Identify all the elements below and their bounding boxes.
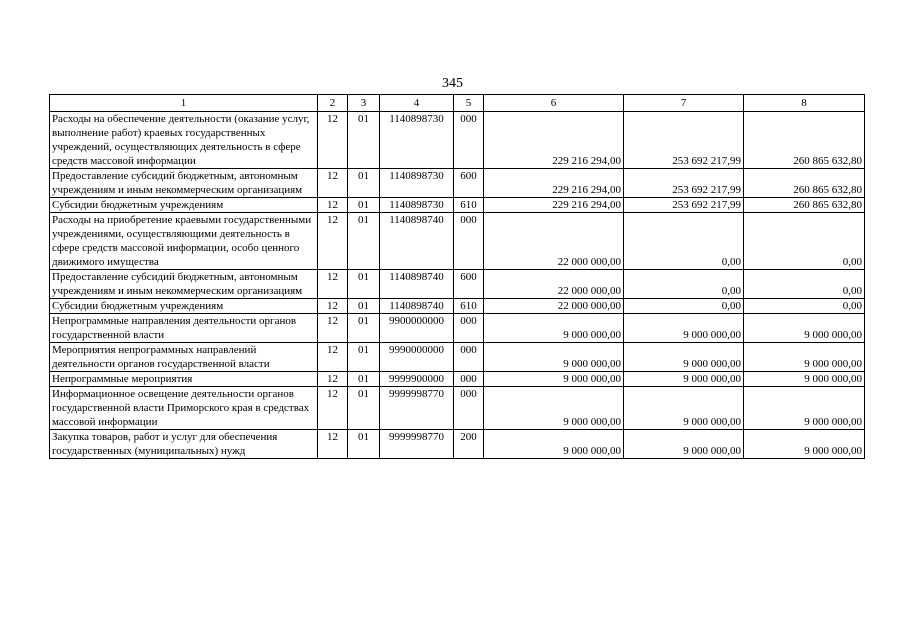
section-code: 12 xyxy=(318,343,348,372)
row-name: Информационное освещение деятельности органов государственной власти Приморского края в средствах массовой информации xyxy=(50,387,318,430)
table-row xyxy=(50,112,865,169)
amount-col-6: 9 000 000,00 xyxy=(484,387,624,430)
subsection-code: 01 xyxy=(348,213,380,270)
amount-col-6: 22 000 000,00 xyxy=(484,213,624,270)
amount-col-8: 9 000 000,00 xyxy=(744,387,865,430)
column-header: 3 xyxy=(348,95,380,112)
target-article-code: 9999998770 xyxy=(380,387,454,430)
amount-col-8: 9 000 000,00 xyxy=(744,430,865,459)
amount-col-7: 9 000 000,00 xyxy=(624,372,744,387)
column-header: 7 xyxy=(624,95,744,112)
subsection-code: 01 xyxy=(348,270,380,299)
amount-col-7: 0,00 xyxy=(624,299,744,314)
subsection-code: 01 xyxy=(348,299,380,314)
amount-col-8: 260 865 632,80 xyxy=(744,112,865,169)
target-article-code: 9999900000 xyxy=(380,372,454,387)
amount-col-8: 0,00 xyxy=(744,299,865,314)
amount-col-7: 9 000 000,00 xyxy=(624,387,744,430)
column-header: 6 xyxy=(484,95,624,112)
table-row xyxy=(50,270,865,299)
amount-col-6: 9 000 000,00 xyxy=(484,430,624,459)
expense-type-code: 000 xyxy=(454,343,484,372)
row-name: Мероприятия непрограммных направлений деятельности органов государственной власти xyxy=(50,343,318,372)
amount-col-6: 229 216 294,00 xyxy=(484,169,624,198)
subsection-code: 01 xyxy=(348,112,380,169)
target-article-code: 1140898730 xyxy=(380,169,454,198)
table-row xyxy=(50,213,865,270)
table-row xyxy=(50,343,865,372)
amount-col-6: 229 216 294,00 xyxy=(484,198,624,213)
amount-col-8: 260 865 632,80 xyxy=(744,169,865,198)
section-code: 12 xyxy=(318,314,348,343)
row-name: Непрограммные мероприятия xyxy=(50,372,318,387)
amount-col-8: 0,00 xyxy=(744,213,865,270)
expense-type-code: 610 xyxy=(454,198,484,213)
table-row xyxy=(50,314,865,343)
amount-col-7: 253 692 217,99 xyxy=(624,198,744,213)
column-header: 8 xyxy=(744,95,865,112)
section-code: 12 xyxy=(318,112,348,169)
target-article-code: 1140898740 xyxy=(380,270,454,299)
subsection-code: 01 xyxy=(348,372,380,387)
expense-type-code: 200 xyxy=(454,430,484,459)
amount-col-8: 9 000 000,00 xyxy=(744,314,865,343)
amount-col-7: 9 000 000,00 xyxy=(624,430,744,459)
expense-type-code: 000 xyxy=(454,314,484,343)
amount-col-7: 253 692 217,99 xyxy=(624,169,744,198)
amount-col-8: 0,00 xyxy=(744,270,865,299)
subsection-code: 01 xyxy=(348,430,380,459)
table-row xyxy=(50,169,865,198)
target-article-code: 1140898730 xyxy=(380,198,454,213)
expense-type-code: 600 xyxy=(454,169,484,198)
expense-type-code: 000 xyxy=(454,112,484,169)
table-row xyxy=(50,198,865,213)
section-code: 12 xyxy=(318,430,348,459)
section-code: 12 xyxy=(318,213,348,270)
amount-col-6: 9 000 000,00 xyxy=(484,372,624,387)
row-name: Закупка товаров, работ и услуг для обеспечения государственных (муниципальных) нужд xyxy=(50,430,318,459)
amount-col-6: 9 000 000,00 xyxy=(484,343,624,372)
section-code: 12 xyxy=(318,169,348,198)
amount-col-6: 229 216 294,00 xyxy=(484,112,624,169)
table-row xyxy=(50,372,865,387)
subsection-code: 01 xyxy=(348,198,380,213)
amount-col-8: 9 000 000,00 xyxy=(744,343,865,372)
subsection-code: 01 xyxy=(348,169,380,198)
budget-table xyxy=(49,94,865,459)
section-code: 12 xyxy=(318,372,348,387)
amount-col-8: 260 865 632,80 xyxy=(744,198,865,213)
subsection-code: 01 xyxy=(348,343,380,372)
amount-col-8: 9 000 000,00 xyxy=(744,372,865,387)
row-name: Расходы на обеспечение деятельности (оказание услуг, выполнение работ) краевых государственных учреждений, осуществляющих деятельность в сфере средств массовой информации xyxy=(50,112,318,169)
amount-col-6: 22 000 000,00 xyxy=(484,299,624,314)
table-row xyxy=(50,299,865,314)
table-header-row xyxy=(50,95,865,112)
expense-type-code: 610 xyxy=(454,299,484,314)
target-article-code: 1140898730 xyxy=(380,112,454,169)
amount-col-7: 0,00 xyxy=(624,213,744,270)
row-name: Непрограммные направления деятельности органов государственной власти xyxy=(50,314,318,343)
row-name: Субсидии бюджетным учреждениям xyxy=(50,198,318,213)
amount-col-6: 9 000 000,00 xyxy=(484,314,624,343)
table-row xyxy=(50,387,865,430)
row-name: Предоставление субсидий бюджетным, автономным учреждениям и иным некоммерческим организациям xyxy=(50,169,318,198)
amount-col-6: 22 000 000,00 xyxy=(484,270,624,299)
amount-col-7: 9 000 000,00 xyxy=(624,314,744,343)
target-article-code: 1140898740 xyxy=(380,213,454,270)
section-code: 12 xyxy=(318,387,348,430)
section-code: 12 xyxy=(318,198,348,213)
expense-type-code: 600 xyxy=(454,270,484,299)
subsection-code: 01 xyxy=(348,314,380,343)
target-article-code: 1140898740 xyxy=(380,299,454,314)
row-name: Расходы на приобретение краевыми государственными учреждениями, осуществляющими деятельность в сфере средств массовой информации, особо ценного движимого имущества xyxy=(50,213,318,270)
target-article-code: 9990000000 xyxy=(380,343,454,372)
subsection-code: 01 xyxy=(348,387,380,430)
amount-col-7: 253 692 217,99 xyxy=(624,112,744,169)
expense-type-code: 000 xyxy=(454,213,484,270)
column-header: 1 xyxy=(50,95,318,112)
expense-type-code: 000 xyxy=(454,372,484,387)
amount-col-7: 9 000 000,00 xyxy=(624,343,744,372)
column-header: 4 xyxy=(380,95,454,112)
section-code: 12 xyxy=(318,299,348,314)
expense-type-code: 000 xyxy=(454,387,484,430)
column-header: 5 xyxy=(454,95,484,112)
row-name: Субсидии бюджетным учреждениям xyxy=(50,299,318,314)
row-name: Предоставление субсидий бюджетным, автономным учреждениям и иным некоммерческим организациям xyxy=(50,270,318,299)
target-article-code: 9900000000 xyxy=(380,314,454,343)
amount-col-7: 0,00 xyxy=(624,270,744,299)
target-article-code: 9999998770 xyxy=(380,430,454,459)
table-row xyxy=(50,430,865,459)
section-code: 12 xyxy=(318,270,348,299)
column-header: 2 xyxy=(318,95,348,112)
page-number: 345 xyxy=(442,76,463,91)
